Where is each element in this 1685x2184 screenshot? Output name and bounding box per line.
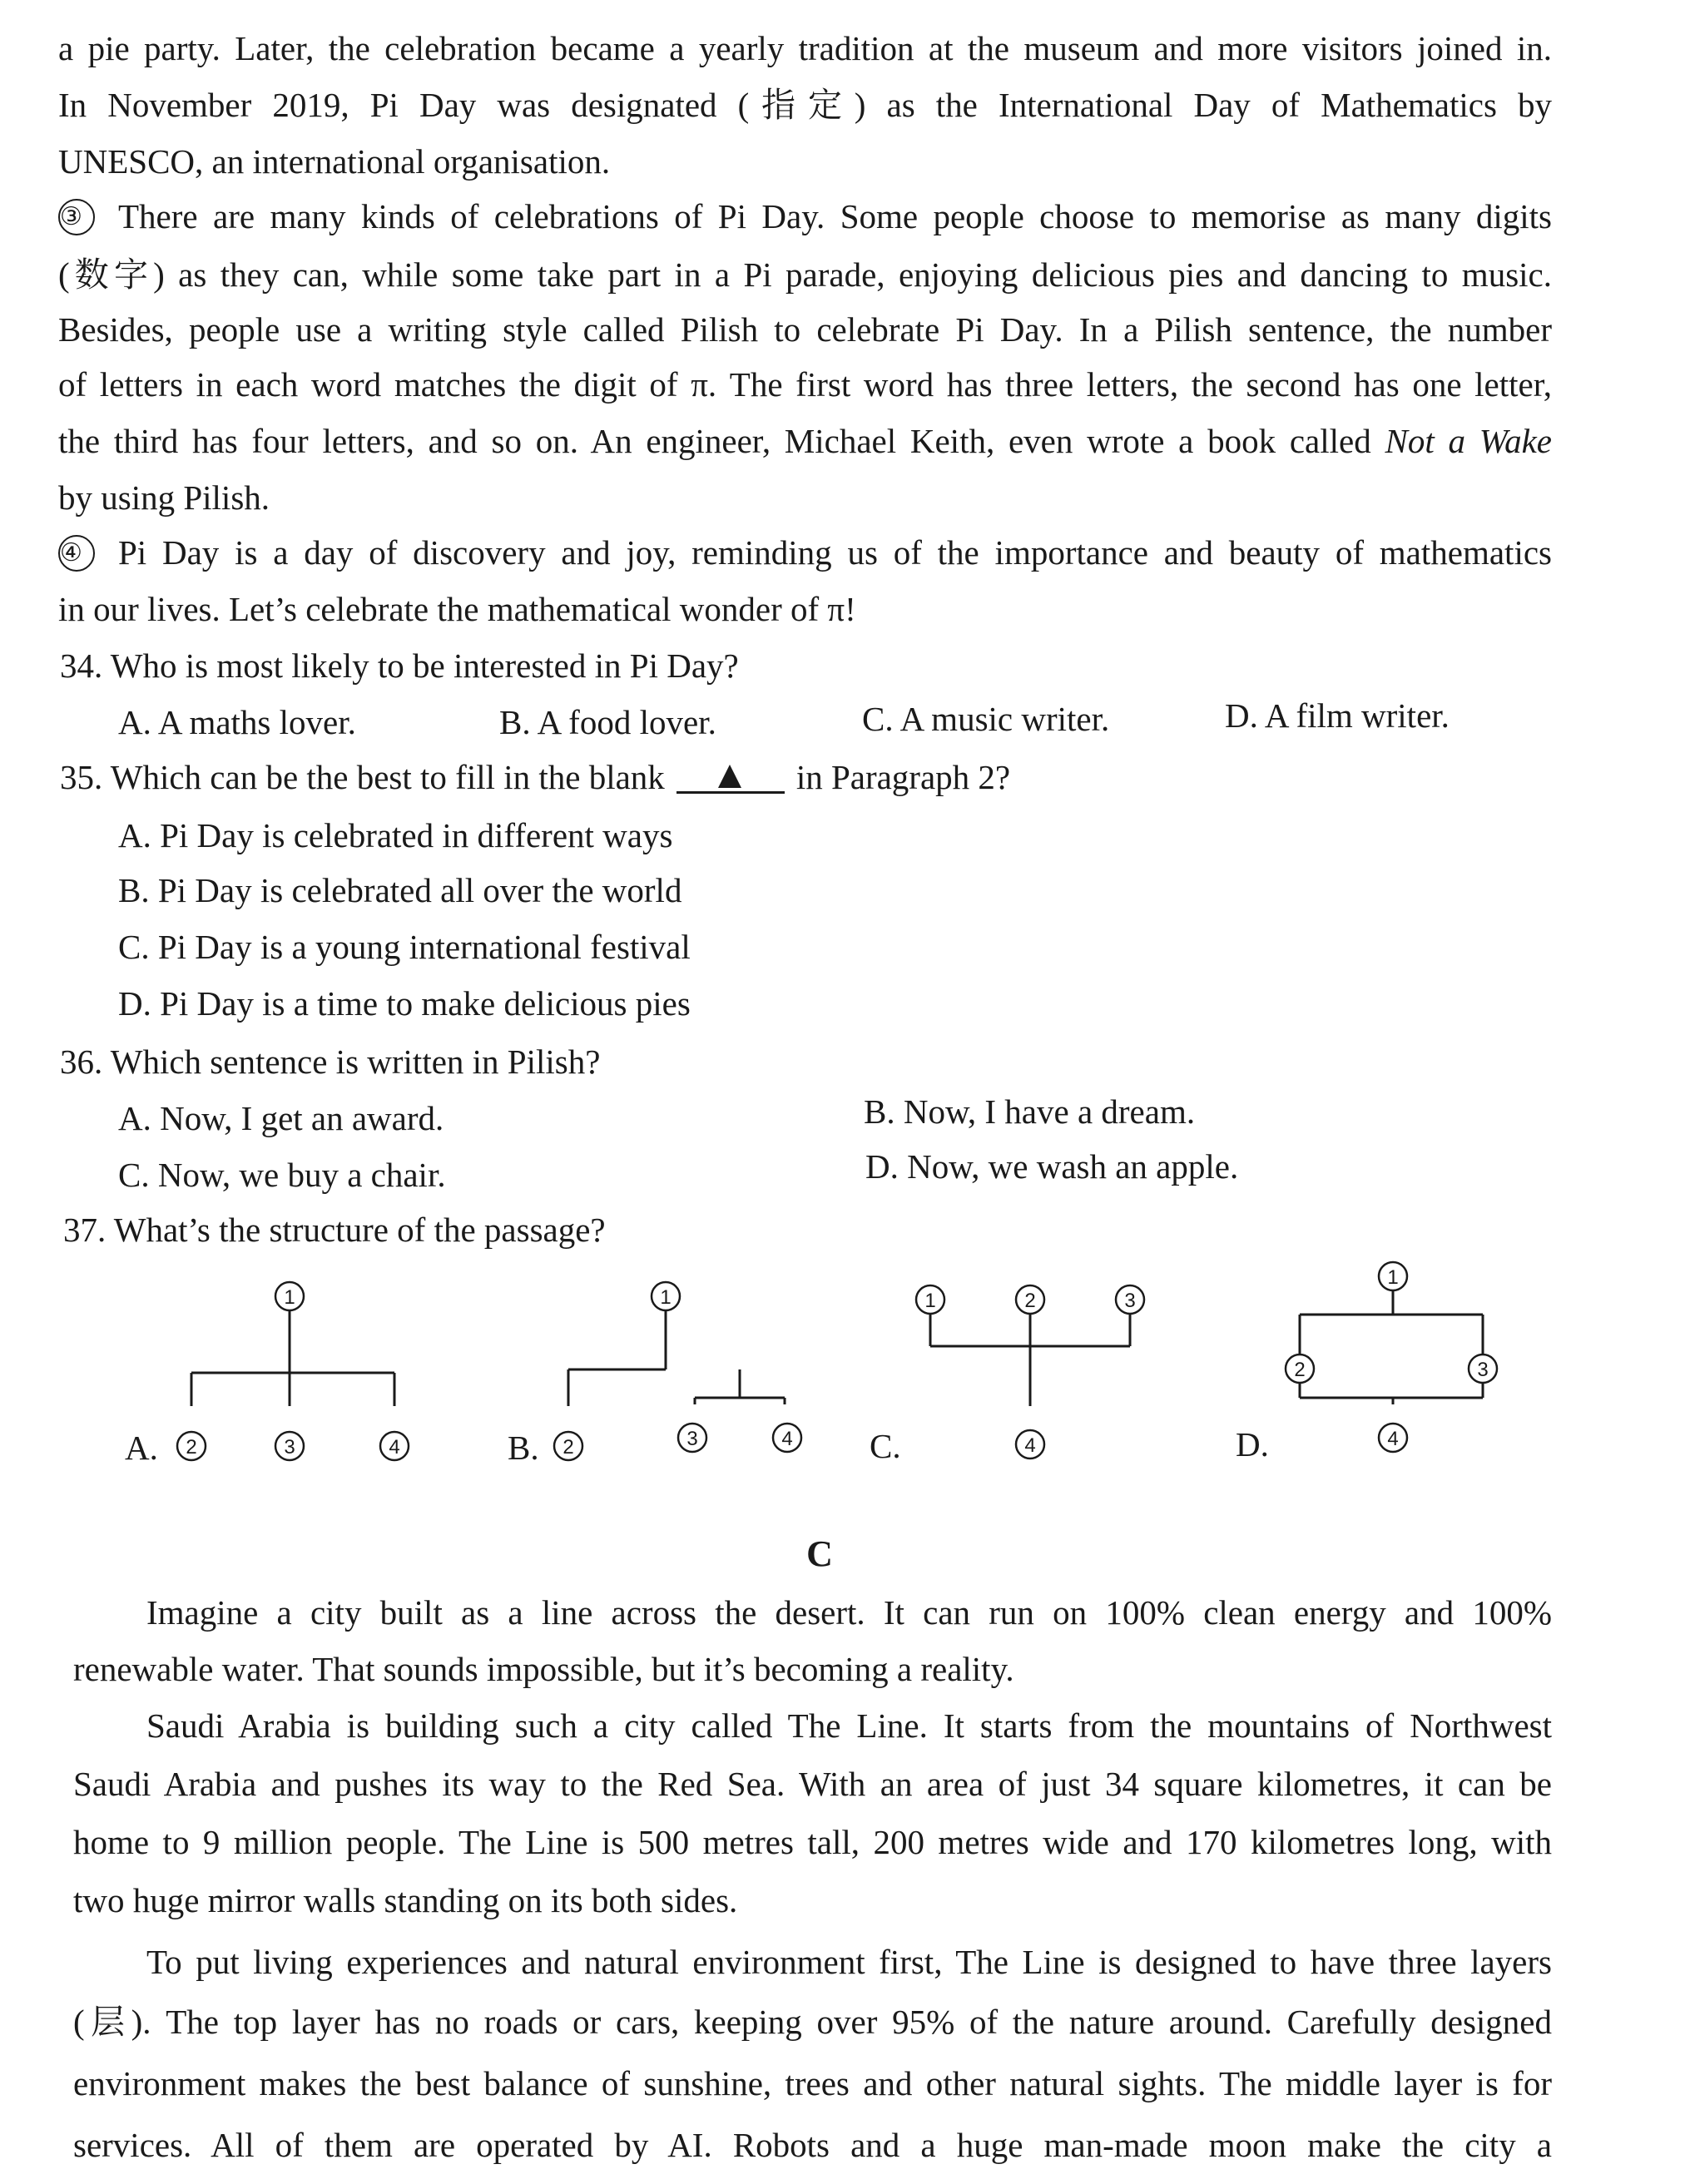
passage-line: two huge mirror walls standing on its both sides.	[73, 1881, 738, 1919]
node-label: 3	[1477, 1359, 1489, 1381]
q36-option-d[interactable]: D. Now, we wash an apple.	[865, 1147, 1239, 1186]
passage-line: Besides, people use a writing style called Pilish to celebrate Pi Day. In a Pilish sentence, the number	[58, 310, 1552, 349]
node-label: 2	[1024, 1290, 1036, 1312]
passage-line: by using Pilish.	[58, 478, 270, 517]
passage-line: of letters in each word matches the digit of π. The first word has three letters, the second has one letter,	[58, 365, 1552, 404]
q36-option-c[interactable]: C. Now, we buy a chair.	[118, 1156, 446, 1194]
q35-option-b[interactable]: B. Pi Day is celebrated all over the world	[118, 871, 682, 909]
passage-c-title: C	[806, 1533, 833, 1574]
q35-stem-text-end: in Paragraph 2?	[795, 758, 1011, 796]
q36-option-b[interactable]: B. Now, I have a dream.	[864, 1092, 1196, 1131]
q35-option-d[interactable]: D. Pi Day is a time to make delicious pies	[118, 984, 691, 1023]
node-label: 4	[389, 1436, 400, 1458]
structure-diagrams-svg	[0, 1256, 1685, 1506]
node-label: 3	[1124, 1290, 1136, 1312]
node-label: 4	[1387, 1428, 1399, 1450]
q35-stem-text: 35. Which can be the best to fill in the blank	[60, 758, 665, 796]
passage-line: Saudi Arabia is building such a city called The Line. It starts from the mountains of Northwest	[146, 1706, 1552, 1745]
node-label: 1	[924, 1290, 936, 1312]
q37-option-a[interactable]: A.	[125, 1429, 158, 1467]
q37-option-c[interactable]: C.	[870, 1427, 901, 1465]
passage-text: Pi Day is a day of discovery and joy, reminding us of the importance and beauty of mathematics	[118, 533, 1552, 572]
passage-line: UNESCO, an international organisation.	[58, 142, 611, 181]
node-label: 4	[1024, 1434, 1036, 1457]
answer-blank	[676, 756, 785, 794]
q35-option-c[interactable]: C. Pi Day is a young international festival	[118, 928, 691, 966]
q34-option-b[interactable]: B. A food lover.	[499, 703, 716, 741]
passage-line: Imagine a city built as a line across the desert. It can run on 100% clean energy and 100%	[146, 1593, 1552, 1632]
passage-line: Saudi Arabia and pushes its way to the Red Sea. With an area of just 34 square kilometres, it can be	[73, 1765, 1552, 1803]
node-label: 1	[660, 1286, 672, 1309]
question-35-stem	[60, 752, 1010, 802]
q34-option-c[interactable]: C. A music writer.	[862, 700, 1110, 738]
structure-diagrams	[0, 1256, 1685, 1506]
triangle-icon	[718, 765, 741, 788]
node-label: 3	[686, 1428, 698, 1450]
passage-line-with-book	[58, 416, 1552, 466]
passage-text: the third has four letters, and so on. An engineer, Michael Keith, even wrote a book called	[58, 422, 1385, 460]
passage-line: a pie party. Later, the celebration became a yearly tradition at the museum and more visitors joined in.	[58, 29, 1552, 67]
q34-option-d[interactable]: D. A film writer.	[1225, 696, 1450, 735]
q37-option-d[interactable]: D.	[1236, 1425, 1269, 1463]
passage-line: services. All of them are operated by AI. Robots and a huge man-made moon make the city a	[73, 2126, 1552, 2164]
paragraph-4-first-line	[58, 527, 1552, 577]
passage-line: renewable water. That sounds impossible, but it’s becoming a reality.	[73, 1650, 1014, 1688]
question-36-stem: 36. Which sentence is written in Pilish?	[60, 1042, 601, 1081]
q37-option-b[interactable]: B.	[508, 1429, 539, 1467]
node-label: 2	[1294, 1359, 1306, 1381]
passage-text: There are many kinds of celebrations of Pi Day. Some people choose to memorise as many digits	[118, 197, 1552, 235]
passage-line: in our lives. Let’s celebrate the mathematical wonder of π!	[58, 590, 856, 628]
book-title: Not a Wake	[1385, 422, 1552, 460]
paragraph-marker-3: ③	[58, 199, 95, 235]
question-34-stem: 34. Who is most likely to be interested in Pi Day?	[60, 646, 739, 685]
passage-line: home to 9 million people. The Line is 500 metres tall, 200 metres wide and 170 kilometres long, with	[73, 1823, 1552, 1861]
passage-line: To put living experiences and natural environment first, The Line is designed to have three layers	[146, 1943, 1552, 1981]
q34-option-a[interactable]: A. A maths lover.	[118, 703, 356, 741]
passage-line: In November 2019, Pi Day was designated (指定) as the International Day of Mathematics by	[58, 86, 1552, 124]
node-label: 1	[284, 1286, 295, 1309]
passage-line: (数字) as they can, while some take part in a Pi parade, enjoying delicious pies and dancing to music.	[58, 255, 1552, 294]
question-37-stem: 37. What’s the structure of the passage?	[63, 1211, 606, 1249]
node-label: 3	[284, 1436, 295, 1458]
q36-option-a[interactable]: A. Now, I get an award.	[118, 1099, 444, 1137]
node-label: 2	[562, 1436, 574, 1458]
passage-line: environment makes the best balance of sunshine, trees and other natural sights. The middle layer is for	[73, 2064, 1552, 2102]
node-label: 2	[186, 1436, 197, 1458]
passage-line: (层). The top layer has no roads or cars, keeping over 95% of the nature around. Carefully designed	[73, 2003, 1552, 2041]
paragraph-3-first-line	[58, 191, 1552, 241]
node-label: 1	[1387, 1266, 1399, 1289]
node-label: 4	[781, 1428, 793, 1450]
paragraph-marker-4: ④	[58, 535, 95, 572]
q35-option-a[interactable]: A. Pi Day is celebrated in different ways	[118, 816, 673, 854]
